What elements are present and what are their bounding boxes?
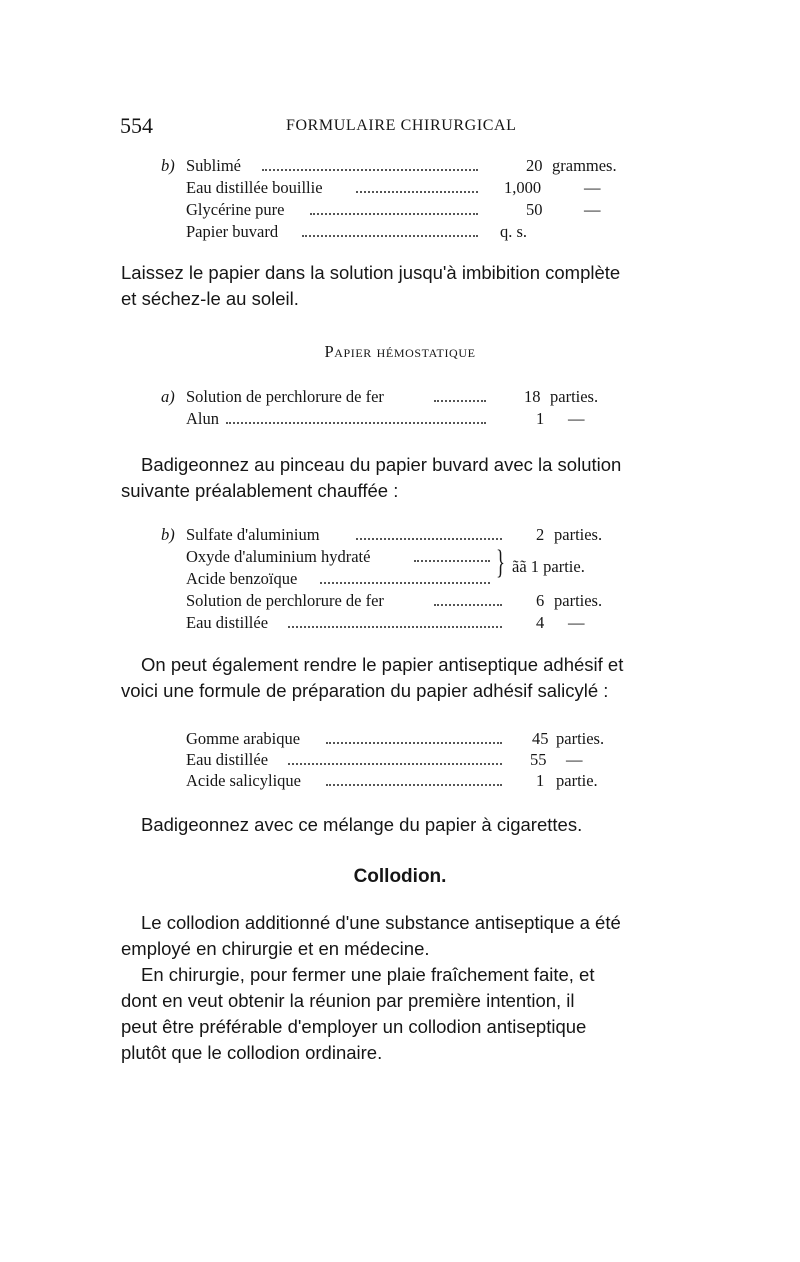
formula-row [186, 155, 646, 177]
ingredient-name: Eau distillée [186, 750, 269, 769]
dot-leader [262, 169, 478, 171]
ingredient-quantity: 2 [536, 525, 545, 544]
text-line: peut être préférable d'employer un collodion antiseptique [121, 1016, 587, 1037]
ingredient-name: Eau distillée bouillie [186, 178, 323, 197]
ingredient-name: Solution de perchlorure de fer [186, 387, 384, 406]
ingredient-quantity: 50 [526, 200, 543, 219]
dot-leader [434, 400, 486, 402]
dot-leader [226, 422, 486, 424]
ingredient-unit: — [568, 409, 585, 428]
ingredient-unit: — [584, 200, 601, 219]
formula-row [186, 386, 646, 408]
paragraph [121, 962, 680, 1066]
ingredient-quantity: 1,000 [504, 178, 542, 197]
text-line: Badigeonnez au pinceau du papier buvard avec la solution [141, 454, 622, 475]
formula-row [186, 568, 506, 590]
ingredient-unit: partie. [556, 771, 598, 790]
dot-leader [320, 582, 490, 584]
text-line: plutôt que le collodion ordinaire. [121, 1042, 383, 1063]
dot-leader [288, 626, 502, 628]
paragraph [121, 260, 680, 312]
dot-leader [356, 538, 502, 540]
dot-leader [310, 213, 478, 215]
text-line: dont en veut obtenir la réunion par première intention, il [121, 990, 575, 1011]
text-line: Laissez le papier dans la solution jusqu'à imbibition complète [121, 262, 621, 283]
formula-row [186, 524, 646, 546]
ingredient-quantity: 45 [532, 729, 549, 748]
text-line: On peut également rendre le papier antiseptique adhésif et [141, 654, 624, 675]
ingredient-name: Solution de perchlorure de fer [186, 591, 384, 610]
text-line: voici une formule de préparation du papier adhésif salicylé : [121, 680, 609, 701]
dot-leader [326, 742, 502, 744]
brace-symbol: } [496, 544, 505, 581]
ingredient-unit: parties. [554, 591, 603, 610]
ingredient-unit: parties. [550, 387, 599, 406]
dot-leader [434, 604, 502, 606]
shared-quantity: ãã 1 partie. [512, 557, 585, 576]
dot-leader [288, 763, 502, 765]
formula-row [186, 177, 646, 199]
ingredient-unit: — [568, 613, 585, 632]
text-line: Badigeonnez avec ce mélange du papier à cigarettes. [141, 814, 583, 835]
ingredient-quantity: 6 [536, 591, 545, 610]
ingredient-name: Sulfate d'aluminium [186, 525, 320, 544]
ingredient-name: Glycérine pure [186, 200, 285, 219]
ingredient-name: Gomme arabique [186, 729, 301, 748]
ingredient-unit: parties. [554, 525, 603, 544]
page-number: 554 [120, 113, 153, 138]
formula-marker: a) [161, 387, 175, 406]
subsection-heading: Collodion. [353, 866, 447, 887]
ingredient-quantity: 1 [536, 409, 545, 428]
ingredient-quantity: q. s. [500, 222, 528, 241]
ingredient-quantity: 55 [530, 750, 547, 769]
ingredient-quantity: 20 [526, 156, 543, 175]
formula-row [186, 408, 646, 430]
paragraph [121, 910, 680, 962]
formula-row [186, 770, 646, 792]
formula-row [186, 199, 646, 221]
ingredient-name: Eau distillée [186, 613, 269, 632]
text-line: employé en chirurgie et en médecine. [121, 938, 430, 959]
formula-row [186, 590, 646, 612]
formula-row [186, 728, 646, 750]
dot-leader [414, 560, 490, 562]
formula-row [186, 749, 646, 771]
text-line: et séchez-le au soleil. [121, 288, 299, 309]
ingredient-quantity: 4 [536, 613, 545, 632]
section-heading: Papier hémostatique [324, 342, 476, 361]
text-line: suivante préalablement chauffée : [121, 480, 399, 501]
ingredient-quantity: 18 [524, 387, 541, 406]
ingredient-name: Papier buvard [186, 222, 279, 241]
ingredient-name: Acide salicylique [186, 771, 302, 790]
dot-leader [356, 191, 478, 193]
dot-leader [302, 235, 478, 237]
dot-leader [326, 784, 502, 786]
formula-row [186, 612, 646, 634]
text-line: Le collodion additionné d'une substance antiseptique a été [141, 912, 621, 933]
paragraph [121, 652, 680, 704]
ingredient-name: Alun [186, 409, 219, 428]
formula-row [186, 546, 506, 568]
ingredient-unit: — [584, 178, 601, 197]
ingredient-name: Acide benzoïque [186, 569, 298, 588]
formula-marker: b) [161, 525, 175, 544]
text-line: En chirurgie, pour fermer une plaie fraîchement faite, et [141, 964, 595, 985]
ingredient-unit: parties. [556, 729, 605, 748]
ingredient-unit: — [566, 750, 583, 769]
ingredient-name: Sublimé [186, 156, 242, 175]
ingredient-quantity: 1 [536, 771, 545, 790]
running-title: FORMULAIRE CHIRURGICAL [286, 117, 517, 134]
paragraph [121, 452, 680, 504]
paragraph [121, 812, 680, 838]
ingredient-name: Oxyde d'aluminium hydraté [186, 547, 371, 566]
formula-row [186, 221, 646, 243]
ingredient-unit: grammes. [552, 156, 617, 175]
formula-marker: b) [161, 156, 175, 175]
